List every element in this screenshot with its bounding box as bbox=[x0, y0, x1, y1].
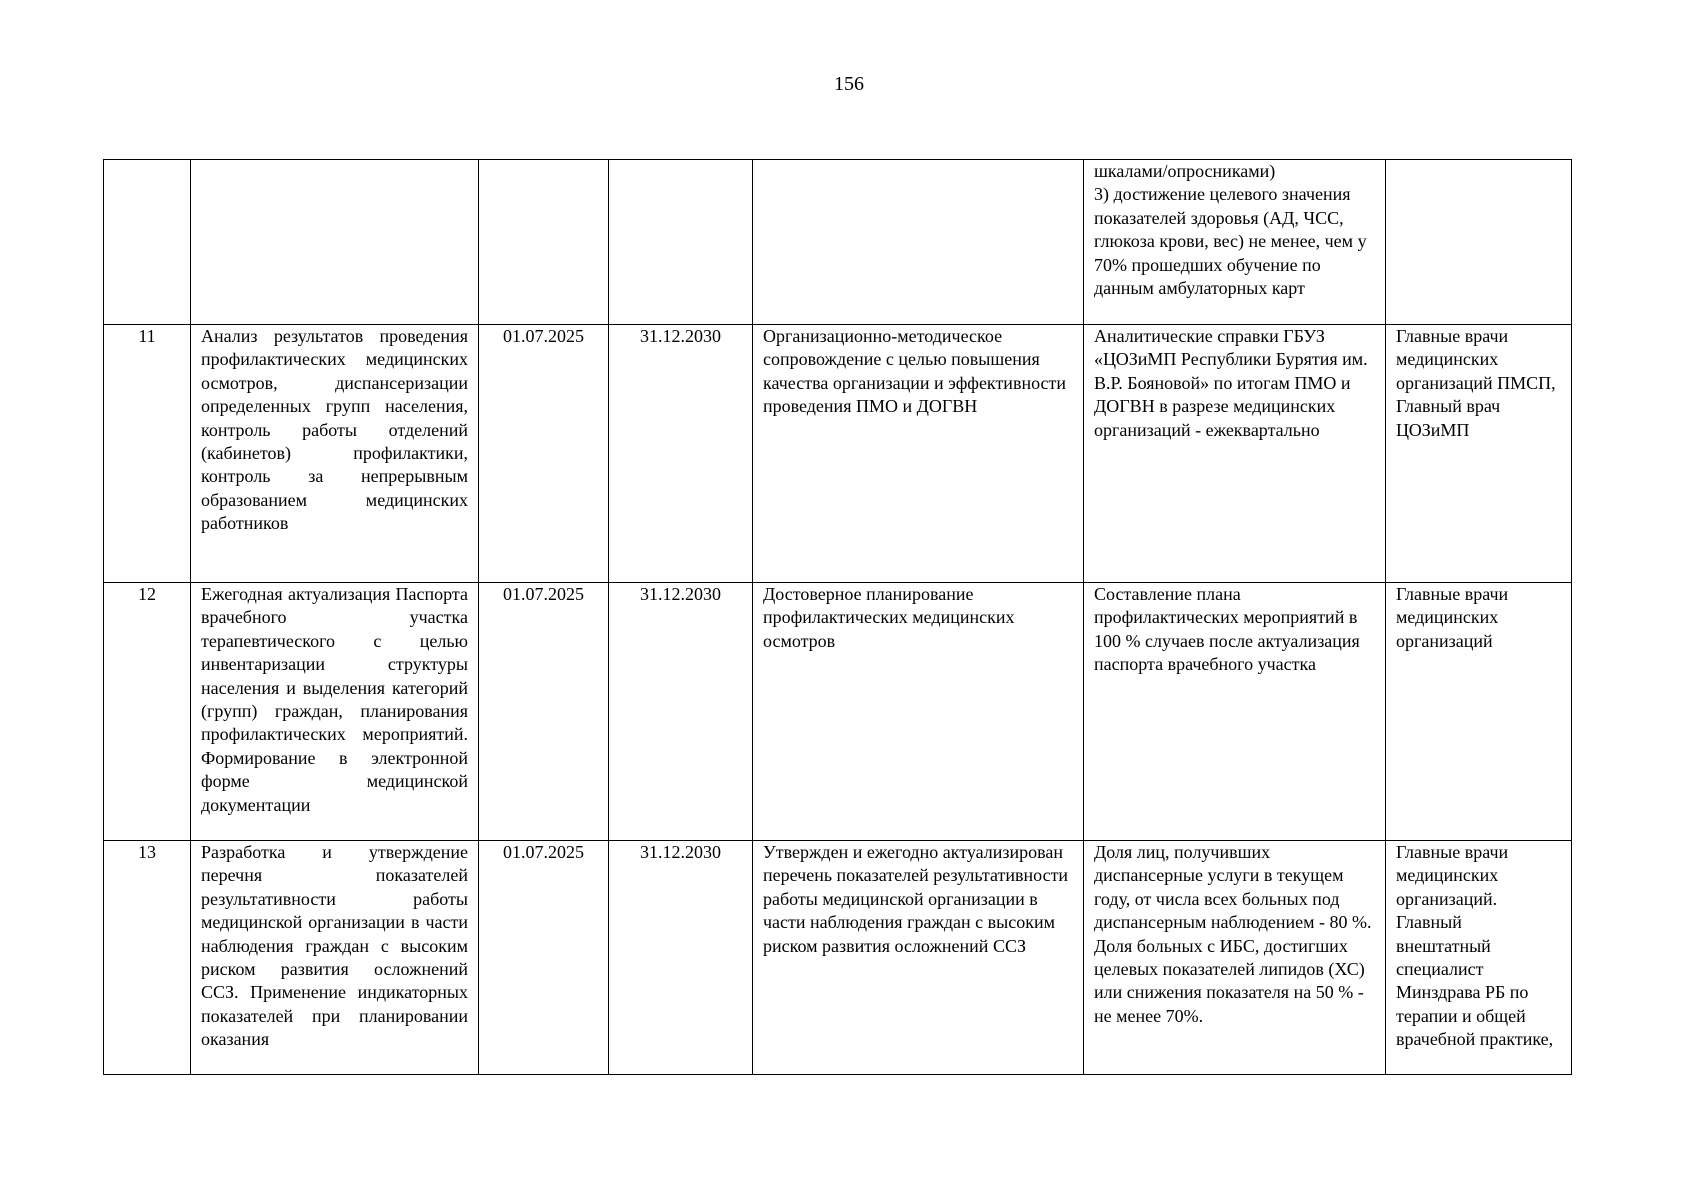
table-row bbox=[104, 583, 1572, 841]
row-number-cell bbox=[104, 160, 191, 325]
result-cell: Достоверное планирование профилактических медицинских осмотров bbox=[753, 583, 1084, 841]
indicator-cell: шкалами/опросниками) 3) достижение целевого значения показателей здоровья (АД, ЧСС, глюкоза крови, вес) не менее, чем у 70% прошедших обучение по данным амбулаторных карт bbox=[1084, 160, 1386, 325]
table-row bbox=[104, 325, 1572, 583]
activity-cell: Анализ результатов проведения профилактических медицинских осмотров, диспансеризации определенных групп населения, контроль работы отделений (кабинетов) профилактики, контроль за непрерывным образованием медицинских работников bbox=[191, 325, 479, 583]
indicator-cell: Доля лиц, получивших диспансерные услуги в текущем году, от числа всех больных под диспансерным наблюдением - 80 %. Доля больных с ИБС, достигших целевых показателей липидов (ХС) или снижения показателя на 50 % - не менее 70%. bbox=[1084, 841, 1386, 1075]
row-number-cell: 11 bbox=[104, 325, 191, 583]
responsible-cell: Главные врачи медицинских организаций. Главный внештатный специалист Минздрава РБ по терапии и общей врачебной практике, bbox=[1386, 841, 1572, 1075]
end-date-cell: 31.12.2030 bbox=[609, 841, 753, 1075]
activity-plan-table bbox=[103, 159, 1572, 1075]
start-date-cell: 01.07.2025 bbox=[479, 841, 609, 1075]
result-cell bbox=[753, 160, 1084, 325]
start-date-cell bbox=[479, 160, 609, 325]
indicator-cell: Составление плана профилактических мероприятий в 100 % случаев после актуализация паспорта врачебного участка bbox=[1084, 583, 1386, 841]
indicator-cell: Аналитические справки ГБУЗ «ЦОЗиМП Республики Бурятия им. В.Р. Бояновой» по итогам ПМО и ДОГВН в разрезе медицинских организаций - ежеквартально bbox=[1084, 325, 1386, 583]
responsible-cell bbox=[1386, 160, 1572, 325]
result-cell: Утвержден и ежегодно актуализирован перечень показателей результативности работы медицинской организации в части наблюдения граждан с высоким риском развития осложнений ССЗ bbox=[753, 841, 1084, 1075]
result-cell: Организационно-методическое сопровождение с целью повышения качества организации и эффективности проведения ПМО и ДОГВН bbox=[753, 325, 1084, 583]
end-date-cell: 31.12.2030 bbox=[609, 325, 753, 583]
start-date-cell: 01.07.2025 bbox=[479, 325, 609, 583]
activity-cell: Ежегодная актуализация Паспорта врачебного участка терапевтического с целью инвентаризации структуры населения и выделения категорий (групп) граждан, планирования профилактических мероприятий. Формирование в электронной форме медицинской документации bbox=[191, 583, 479, 841]
end-date-cell: 31.12.2030 bbox=[609, 583, 753, 841]
activity-cell: Разработка и утверждение перечня показателей результативности работы медицинской организации в части наблюдения граждан с высоким риском развития осложнений ССЗ. Применение индикаторных показателей при планировании оказания bbox=[191, 841, 479, 1075]
row-number-cell: 12 bbox=[104, 583, 191, 841]
start-date-cell: 01.07.2025 bbox=[479, 583, 609, 841]
page-number: 156 bbox=[834, 73, 864, 95]
responsible-cell: Главные врачи медицинских организаций ПМСП, Главный врач ЦОЗиМП bbox=[1386, 325, 1572, 583]
end-date-cell bbox=[609, 160, 753, 325]
table-row bbox=[104, 841, 1572, 1075]
responsible-cell: Главные врачи медицинских организаций bbox=[1386, 583, 1572, 841]
activity-cell bbox=[191, 160, 479, 325]
row-number-cell: 13 bbox=[104, 841, 191, 1075]
table-row bbox=[104, 160, 1572, 325]
